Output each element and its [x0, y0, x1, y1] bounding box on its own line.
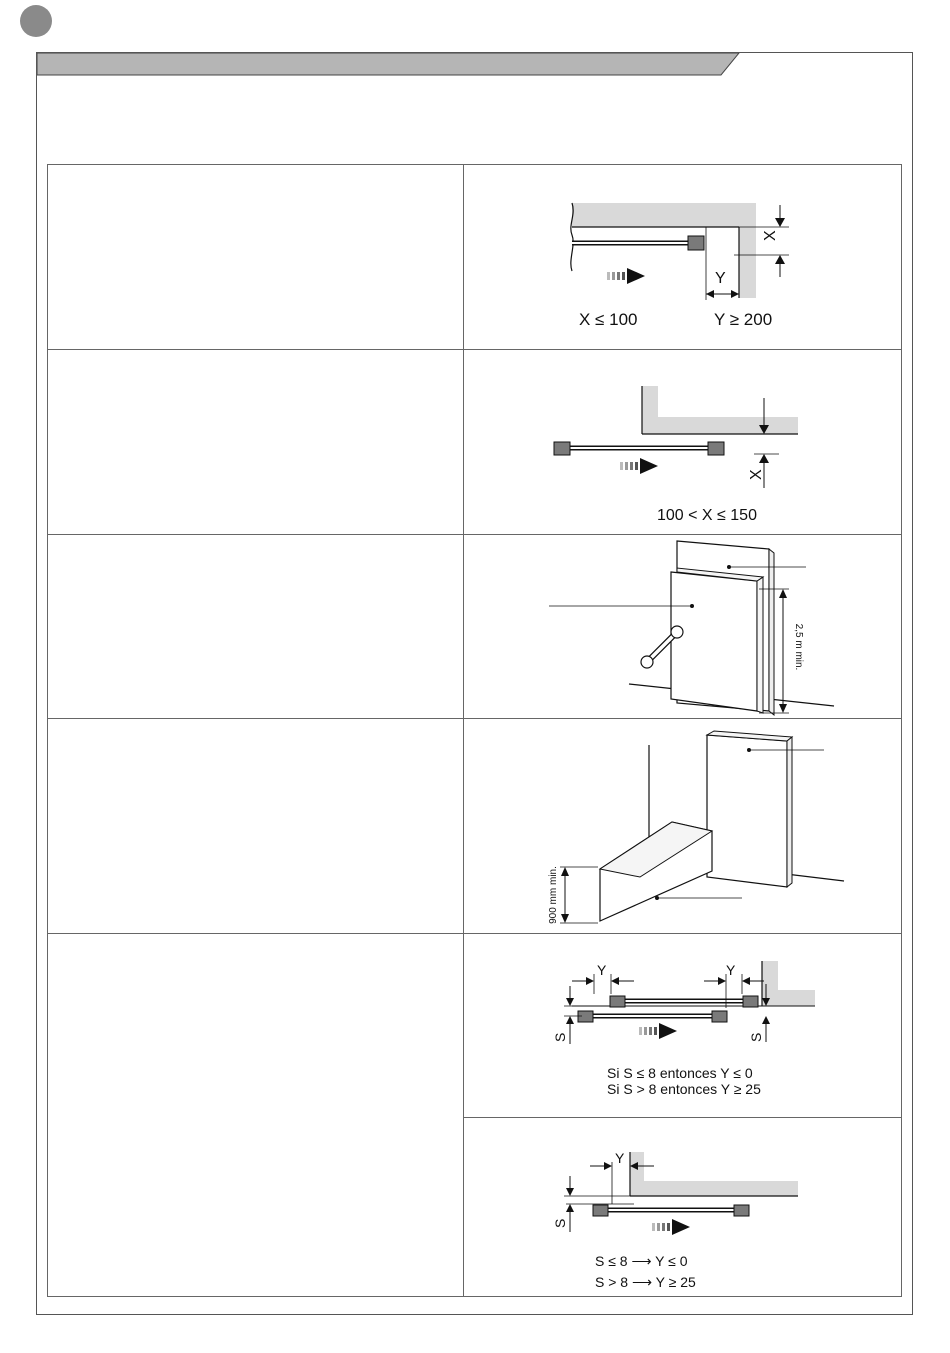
fig6-rule-1: S ≤ 8 ⟶ Y ≤ 0: [595, 1253, 688, 1269]
figure-double-leaf-overlap: [464, 934, 901, 1117]
fig5-label-s-right: S: [748, 1032, 764, 1042]
wall-shape: [630, 1152, 798, 1196]
fig1-formula-y: Y ≥ 200: [714, 310, 773, 329]
figure-obstacle-height: [464, 719, 901, 933]
wall-shape: [642, 386, 798, 434]
fig6-label-y: Y: [615, 1150, 625, 1166]
figure-door-height: [464, 535, 901, 718]
wall-shape: [762, 961, 815, 1006]
figure-wall-clearance: [464, 350, 901, 534]
fig4-height-label: 900 mm min.: [548, 866, 559, 924]
figure-corner-clearance: [464, 165, 901, 349]
fig1-label-x: X: [762, 230, 779, 241]
page-marker-dot: [20, 5, 52, 37]
installation-table: [47, 164, 902, 1297]
figure-single-leaf-overlap: [464, 1118, 901, 1296]
fig2-formula: 100 < X ≤ 150: [657, 507, 757, 524]
fig6-rule-2: S > 8 ⟶ Y ≥ 25: [595, 1274, 696, 1290]
fig5-label-s-left: S: [552, 1032, 568, 1042]
section-header-bar: [37, 53, 914, 77]
fig3-height-label: 2,5 m min.: [793, 623, 804, 671]
fig5-rule-1: Si S ≤ 8 entonces Y ≤ 0: [607, 1065, 753, 1081]
fig1-label-y: Y: [715, 270, 726, 287]
fig2-label-x: X: [748, 469, 765, 480]
wall-shape: [572, 203, 756, 298]
fig5-label-y-right: Y: [726, 962, 736, 978]
fig1-formula-x: X ≤ 100: [579, 310, 638, 329]
fig6-label-s: S: [552, 1218, 568, 1228]
fig5-label-y-left: Y: [597, 962, 607, 978]
page-frame: [36, 52, 913, 1315]
fig5-rule-2: Si S > 8 entonces Y ≥ 25: [607, 1081, 761, 1097]
